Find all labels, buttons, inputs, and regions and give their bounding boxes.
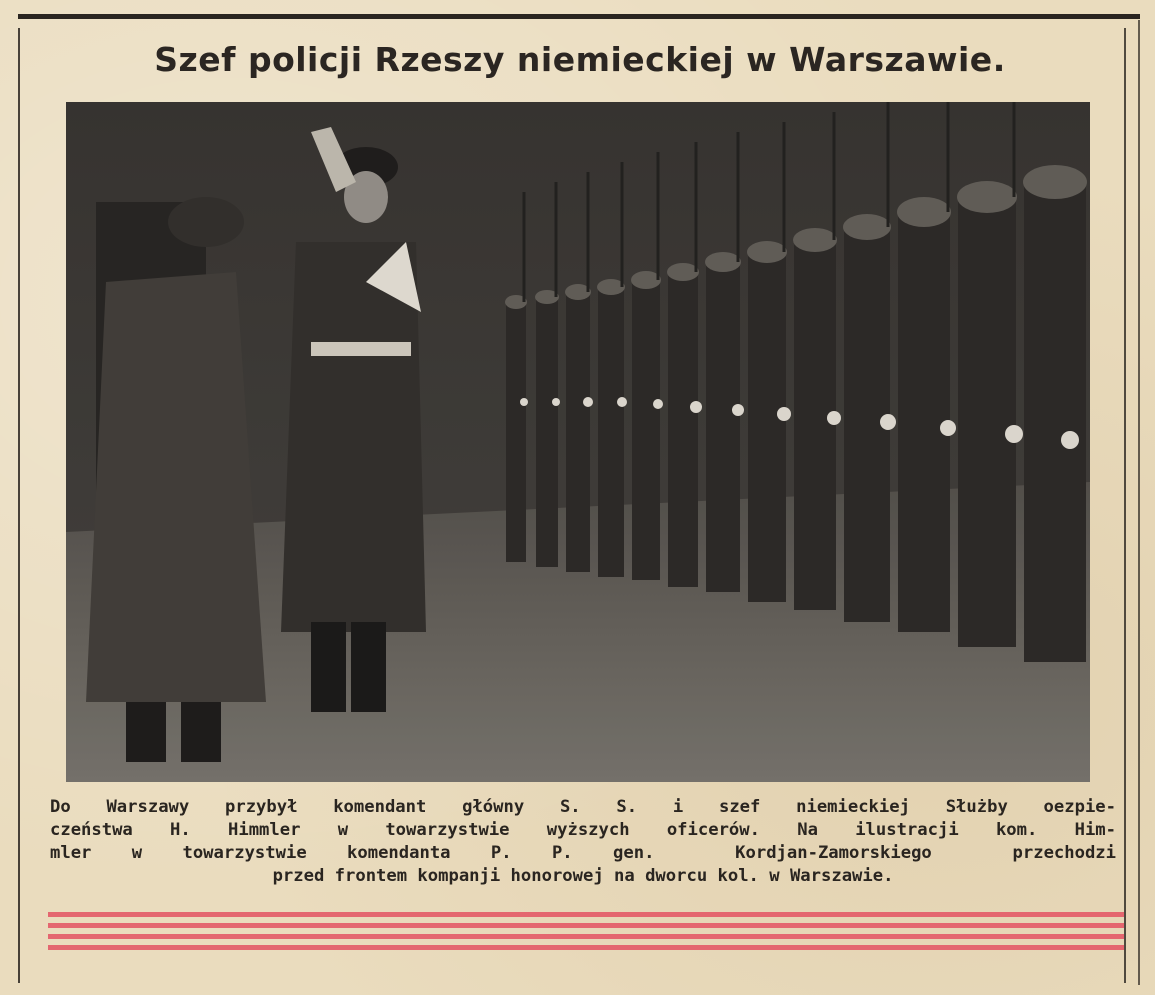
caption-line-1: Do Warszawy przybył komendant główny S. S. i szef niemieckiej Służby oezpie- [50,797,1116,817]
red-rule-4 [48,945,1124,950]
photo-illustration [66,102,1090,782]
right-border-rule [1124,28,1126,983]
caption-line-3: mler w towarzystwie komendanta P. P. gen. Kordjan-Zamorskiego przechodzi [50,843,1116,863]
red-rule-1 [48,912,1124,917]
red-rule-3 [48,934,1124,939]
halftone-texture [66,102,1090,782]
top-border-rule [18,14,1140,19]
decorative-red-rules [48,912,1124,960]
outer-right-border-rule [1138,20,1140,985]
caption-line-4: przed frontem kompanji honorowej na dworcu kol. w Warszawie. [272,866,894,886]
photo-caption [50,796,1116,888]
headline: Szef policji Rzeszy niemieckiej w Warszawie. [154,40,1006,79]
left-border-rule [18,28,20,983]
red-rule-2 [48,923,1124,928]
news-photograph [66,102,1090,782]
caption-line-2: czeństwa H. Himmler w towarzystwie wyższych oficerów. Na ilustracji kom. Him- [50,820,1116,840]
